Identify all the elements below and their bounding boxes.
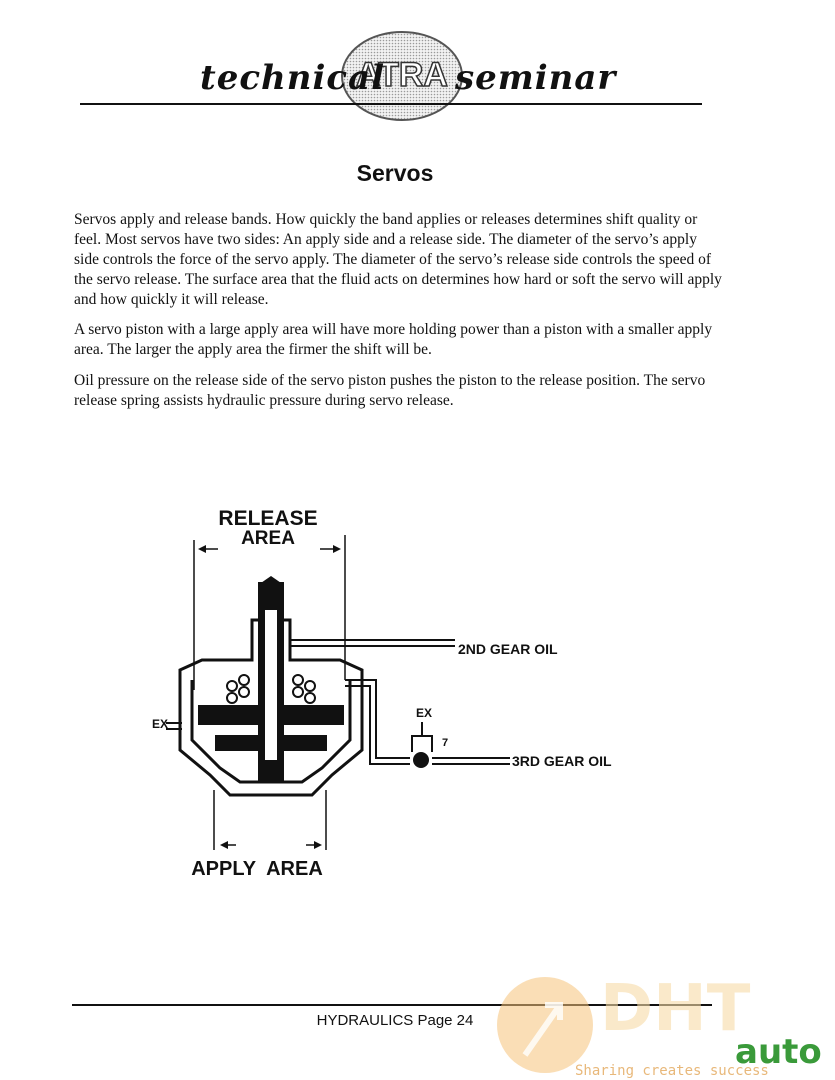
header-word-seminar: seminar bbox=[455, 58, 617, 98]
paragraph-2: A servo piston with a large apply area will have more holding power than a piston with a smaller apply area. The larger the apply area the firmer the shift will be. bbox=[74, 321, 713, 358]
servo-diagram bbox=[140, 500, 660, 890]
page-header bbox=[0, 0, 835, 140]
svg-text:ATRA: ATRA bbox=[356, 56, 448, 94]
paragraph-3: Oil pressure on the release side of the servo piston pushes the piston to the release position. The servo release spring assists hydraulic pressure during servo release. bbox=[74, 372, 706, 409]
apply-area-label: APPLY AREA bbox=[191, 858, 323, 880]
release-area-label-line2: AREA bbox=[241, 528, 295, 549]
page-title: Servos bbox=[356, 160, 434, 186]
svg-text:auto: auto bbox=[735, 1032, 822, 1072]
svg-text:Sharing creates success: Sharing creates success bbox=[575, 1063, 769, 1079]
check-number-label: 7 bbox=[442, 737, 449, 749]
header-word-technical: technical bbox=[200, 58, 386, 98]
footer-page-label: HYDRAULICS Page 24 bbox=[316, 1012, 474, 1029]
release-area-label-line1: RELEASE bbox=[218, 507, 318, 530]
dht-auto-watermark bbox=[485, 975, 835, 1080]
ex-right-label: EX bbox=[416, 706, 433, 720]
svg-text:DHT: DHT bbox=[600, 975, 751, 1046]
ex-left-label: EX bbox=[152, 717, 169, 731]
header-rule bbox=[80, 103, 702, 105]
paragraph-1: Servos apply and release bands. How quickly the band applies or releases determines shift quality or feel. Most servos have two sides: An apply side and a release side. The diameter of the servo’s apply side controls the force of the servo apply. The diameter of the servo’s release side controls the speed of the servo release. The surface area that the fluid acts on determines how hard or soft the servo will apply and how quickly it will release. bbox=[74, 211, 722, 308]
third-gear-oil-label: 3RD GEAR OIL bbox=[512, 753, 612, 769]
second-gear-oil-label: 2ND GEAR OIL bbox=[458, 641, 558, 657]
